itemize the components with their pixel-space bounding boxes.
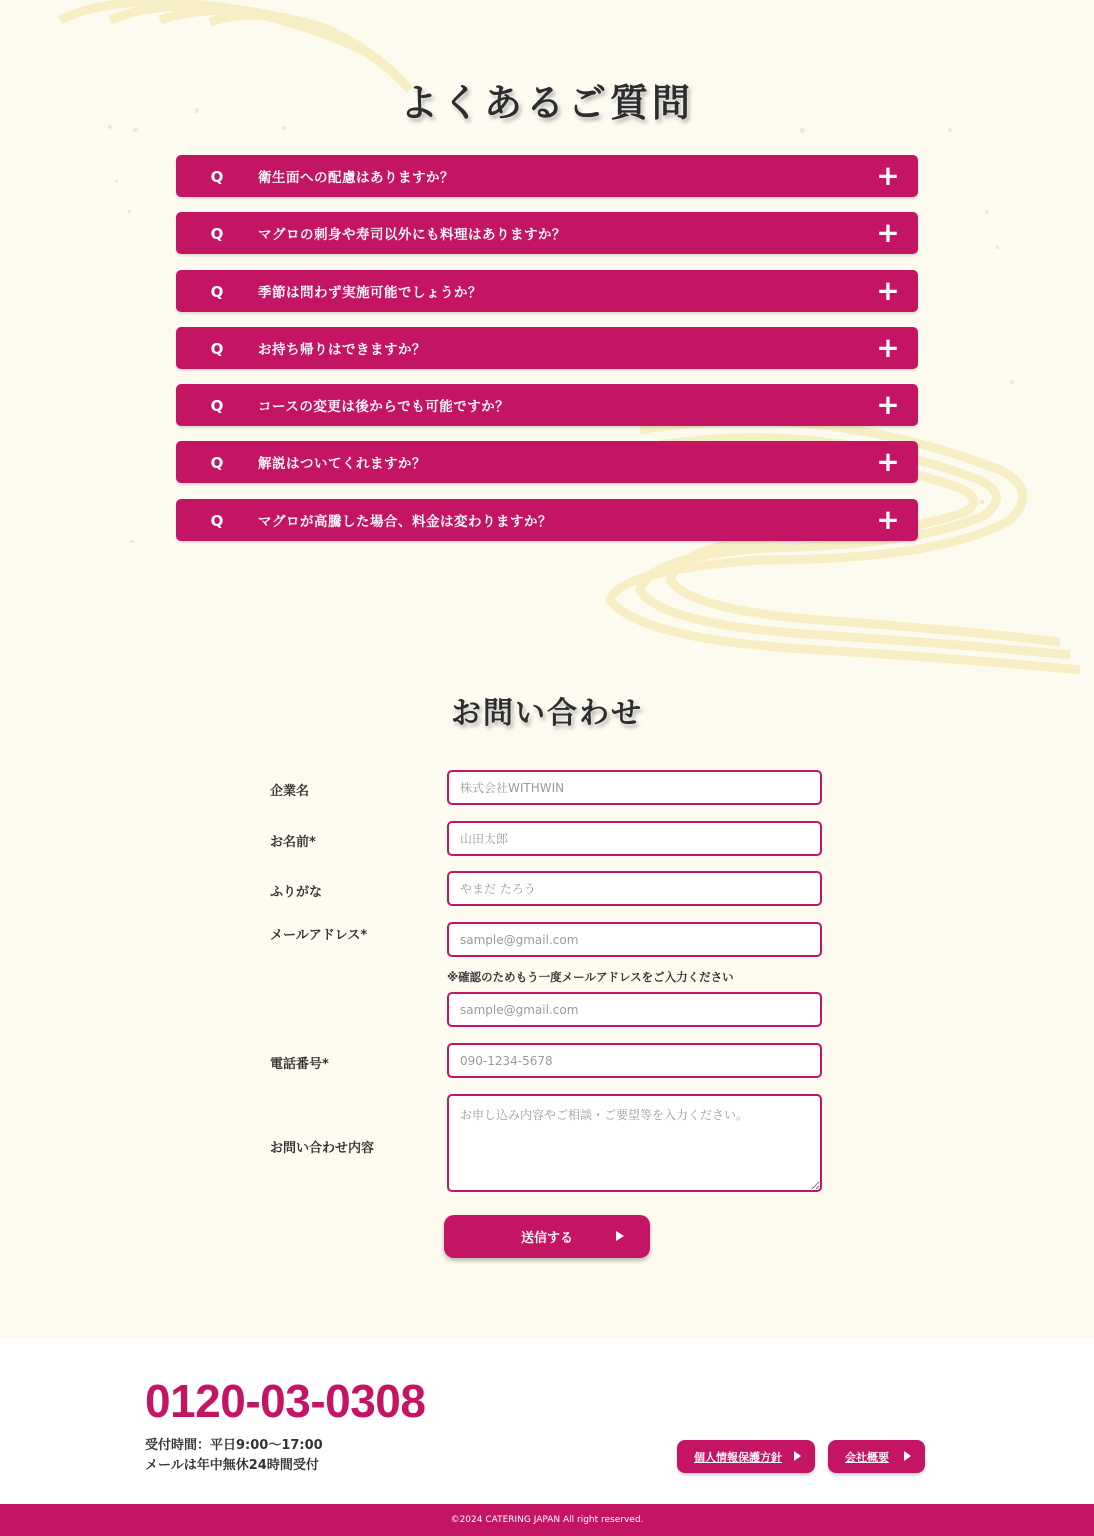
faq-question: マグロの刺身や寿司以外にも料理はありますか？ (258, 227, 566, 244)
faq-item[interactable] (176, 270, 918, 312)
furigana-field[interactable] (447, 871, 822, 906)
faq-item[interactable] (176, 155, 918, 197)
q-mark: Q (210, 168, 224, 186)
privacy-policy-link[interactable] (677, 1440, 815, 1473)
furigana-label: ふりがな (270, 885, 323, 900)
company-label: 企業名 (270, 784, 310, 799)
faq-question: 衛生面への配慮はありますか？ (258, 170, 454, 186)
email-field[interactable] (447, 922, 822, 957)
business-hours (145, 1436, 323, 1476)
faq-item[interactable] (176, 212, 918, 254)
play-arrow-icon (794, 1451, 801, 1461)
plus-icon[interactable]: + (876, 445, 900, 479)
play-arrow-icon (616, 1231, 624, 1241)
company-field[interactable] (447, 770, 822, 805)
q-mark: Q (210, 225, 224, 244)
company-profile-link[interactable] (828, 1440, 925, 1473)
faq-question: 解説はついてくれますか？ (258, 456, 426, 473)
q-mark: Q (210, 454, 224, 473)
privacy-policy-label: 個人情報保護方針 (694, 1450, 782, 1464)
q-mark: Q (210, 339, 224, 358)
faq-question: 季節は問わず実施可能でしょうか？ (258, 284, 482, 301)
hours-line: メールは年中無休24時間受付 (145, 1458, 319, 1473)
plus-icon[interactable]: + (876, 216, 900, 250)
plus-icon[interactable]: + (876, 388, 900, 422)
company-profile-label: 会社概要 (845, 1450, 889, 1464)
faq-question: マグロが高騰した場合、料金は変わりますか？ (258, 513, 552, 530)
copyright: ©2024 CATERING JAPAN All right reserved. (0, 1504, 1094, 1536)
faq-heading: よくあるご質問 (399, 80, 694, 125)
faq-item[interactable] (176, 384, 918, 426)
footer (0, 1338, 1094, 1504)
plus-icon[interactable]: + (876, 330, 900, 364)
faq-question: コースの変更は後からでも可能ですか？ (258, 399, 510, 416)
faq-item[interactable] (176, 499, 918, 541)
name-label: お名前* (270, 835, 316, 850)
phone-number[interactable]: 0120-03-0308 (145, 1375, 426, 1427)
faq-list (176, 155, 918, 556)
submit-label: 送信する (520, 1231, 573, 1246)
email-label: メールアドレス* (270, 928, 368, 943)
phone-label: 電話番号* (270, 1057, 329, 1072)
phone-field[interactable] (447, 1043, 822, 1078)
plus-icon[interactable]: + (876, 502, 900, 536)
play-arrow-icon (904, 1451, 911, 1461)
plus-icon[interactable]: + (876, 273, 900, 307)
hours-line: 受付時間：平日9:00〜17:00 (145, 1438, 323, 1453)
q-mark: Q (210, 397, 224, 416)
plus-icon[interactable]: + (876, 159, 900, 192)
name-field[interactable] (447, 821, 822, 856)
faq-question: お持ち帰りはできますか？ (258, 341, 426, 358)
message-field[interactable] (447, 1094, 822, 1192)
message-label: お問い合わせ内容 (270, 1141, 375, 1156)
q-mark: Q (210, 282, 224, 301)
q-mark: Q (210, 511, 224, 530)
email-confirm-note: ※確認のためもう一度メールアドレスをご入力ください (447, 970, 734, 984)
faq-item[interactable] (176, 441, 918, 483)
faq-item[interactable] (176, 327, 918, 369)
email-confirm-field[interactable] (447, 992, 822, 1027)
contact-heading: お問い合わせ (451, 696, 643, 731)
submit-button[interactable] (444, 1215, 650, 1258)
